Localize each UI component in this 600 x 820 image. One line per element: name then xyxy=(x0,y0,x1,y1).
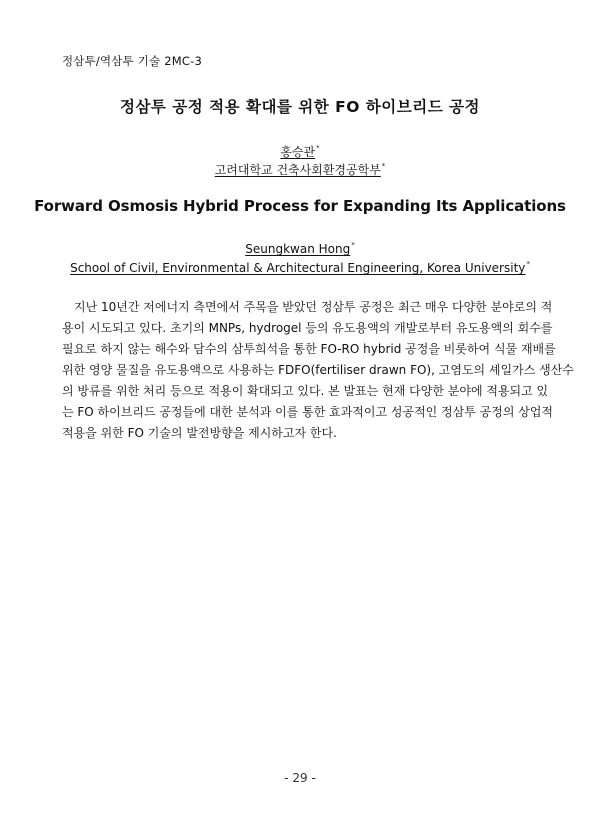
korean-affiliation xyxy=(0,161,600,178)
abstract-line: 용이 시도되고 있다. 초기의 MNPs, hydrogel 등의 유도용액의 개발로부터 유도용액의 회수를 xyxy=(62,321,553,335)
english-affiliation-text: School of Civil, Environmental & Architectural Engineering, Korea University xyxy=(70,261,526,275)
english-affiliation-mark: * xyxy=(526,260,530,268)
abstract-line: 는 FO 하이브리드 공정들에 대한 분석과 이를 통한 효과적이고 성공적인 정삼투 공정의 상업적 xyxy=(62,405,554,419)
korean-author-name: 홍승관 xyxy=(280,145,316,159)
abstract-body xyxy=(62,297,574,444)
korean-author-mark: * xyxy=(316,144,320,152)
korean-affiliation-text: 고려대학교 건축사회환경공학부 xyxy=(214,163,381,177)
korean-author xyxy=(0,143,600,160)
english-author-mark: * xyxy=(351,241,355,249)
abstract-line: 적용을 위한 FO 기술의 발전방향을 제시하고자 한다. xyxy=(62,426,337,440)
abstract-line: 의 방류를 위한 처리 등으로 적용이 확대되고 있다. 본 발표는 현재 다양한 분야에 적용되고 있 xyxy=(62,384,549,398)
page-number: - 29 - xyxy=(284,771,316,785)
korean-title: 정삼투 공정 적용 확대를 위한 FO 하이브리드 공정 xyxy=(119,98,481,116)
abstract-line: 위한 영양 물질을 유도용액으로 사용하는 FDFO(fertiliser drawn FO), 고염도의 셰일가스 생산수 xyxy=(62,363,574,377)
abstract-line: 지난 10년간 저에너지 측면에서 주목을 받았던 정삼투 공정은 최근 매우 다양한 분야로의 적 xyxy=(74,300,553,314)
english-author xyxy=(0,241,600,256)
english-title: Forward Osmosis Hybrid Process for Expanding Its Applications xyxy=(34,197,566,215)
session-code: 정삼투/역삼투 기술 2MC-3 xyxy=(62,54,202,68)
english-author-name: Seungkwan Hong xyxy=(245,242,351,256)
korean-affiliation-mark: * xyxy=(381,162,386,170)
abstract-line: 필요로 하지 않는 해수와 담수의 삼투희석을 통한 FO-RO hybrid 공정을 비롯하여 식물 재배를 xyxy=(62,342,556,356)
english-affiliation xyxy=(0,260,600,275)
